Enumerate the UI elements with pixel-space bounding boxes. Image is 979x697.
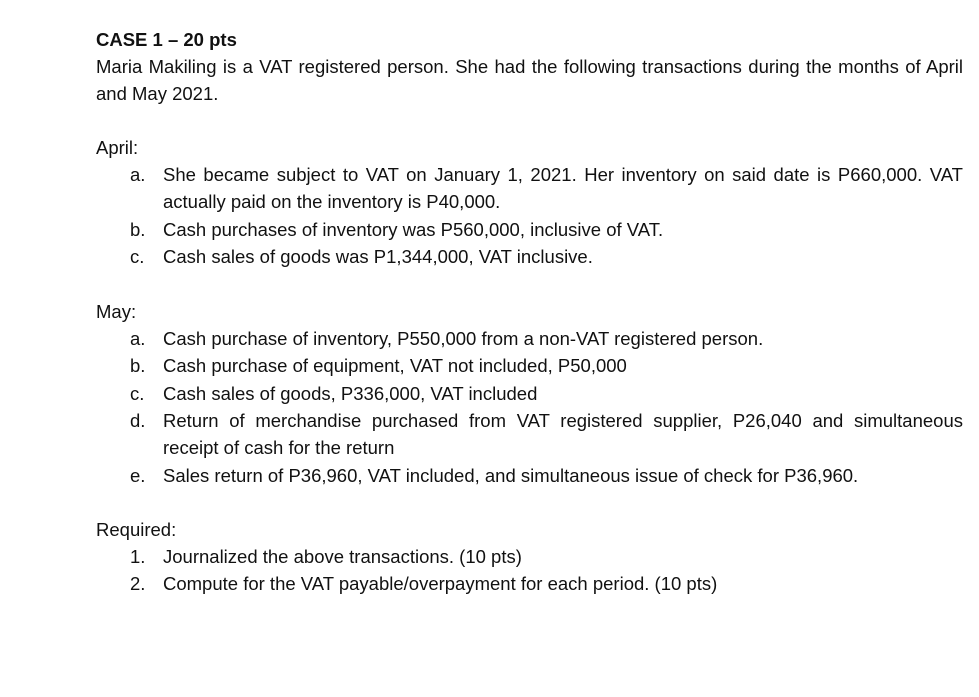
- list-item-text: Journalized the above transactions. (10 pts): [163, 545, 522, 567]
- list-marker: c.: [130, 382, 145, 404]
- list-item: [96, 161, 963, 216]
- april-list: [96, 161, 963, 270]
- required-heading: Required:: [96, 518, 177, 540]
- may-heading: May:: [96, 301, 137, 323]
- list-item-text: Sales return of P36,960, VAT included, and simultaneous issue of check for P36,960.: [163, 464, 859, 486]
- list-marker: c.: [130, 245, 145, 267]
- list-item: [96, 380, 963, 407]
- list-item: [96, 352, 963, 379]
- list-item: [96, 462, 963, 489]
- list-item-text: Cash sales of goods was P1,344,000, VAT inclusive.: [163, 245, 593, 267]
- list-marker: a.: [130, 164, 146, 185]
- document-page: [96, 26, 963, 598]
- list-marker: b.: [130, 218, 146, 240]
- list-item-text: Compute for the VAT payable/overpayment for each period. (10 pts): [163, 573, 718, 595]
- list-item-text: Cash purchases of inventory was P560,000, inclusive of VAT.: [163, 218, 664, 240]
- list-item: [96, 216, 963, 243]
- list-item-text: Cash purchase of inventory, P550,000 from a non-VAT registered person.: [163, 328, 764, 350]
- list-item: [96, 570, 963, 597]
- case-intro: Maria Makiling is a VAT registered person. She had the following transactions during the months of April and May 2021.: [96, 56, 963, 104]
- list-item-text: Cash purchase of equipment, VAT not included, P50,000: [163, 355, 627, 377]
- april-heading: April:: [96, 137, 139, 158]
- list-item: [96, 407, 963, 462]
- list-item-text: She became subject to VAT on January 1, 2021. Her inventory on said date is P660,000. VAT actually paid on the inventory is P40,000.: [163, 164, 963, 213]
- required-section: [96, 516, 963, 598]
- list-item-text: Cash sales of goods, P336,000, VAT included: [163, 382, 538, 404]
- list-marker: e.: [130, 464, 146, 486]
- list-marker: d.: [130, 410, 146, 432]
- list-marker: 1.: [130, 545, 146, 567]
- list-item-text: Return of merchandise purchased from VAT registered supplier, P26,040 and simultaneous receipt of cash for the return: [163, 410, 963, 459]
- list-item: [96, 243, 963, 270]
- april-section: [96, 134, 963, 270]
- list-marker: 2.: [130, 573, 146, 595]
- may-section: [96, 298, 963, 489]
- list-item: [96, 325, 963, 352]
- required-list: [96, 543, 963, 598]
- list-item: [96, 543, 963, 570]
- list-marker: a.: [130, 328, 146, 350]
- list-marker: b.: [130, 355, 146, 377]
- may-list: [96, 325, 963, 489]
- case-title: CASE 1 – 20 pts: [96, 29, 237, 50]
